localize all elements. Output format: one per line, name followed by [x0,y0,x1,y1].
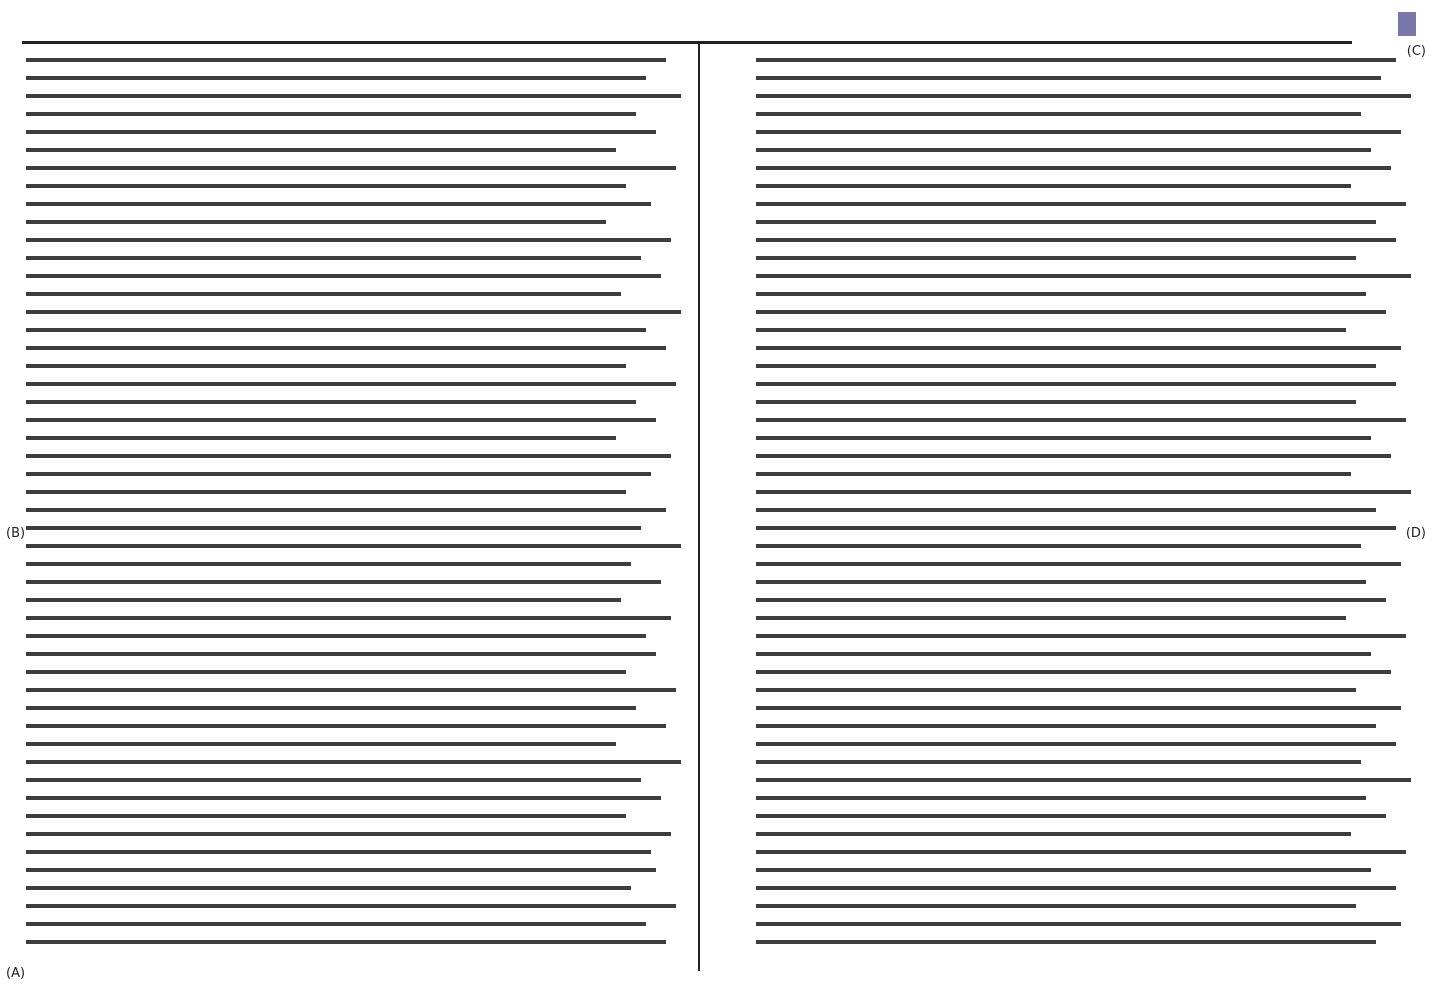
text-line [26,652,656,656]
text-line [756,58,1396,62]
text-line [26,778,641,782]
text-line [756,706,1401,710]
text-line [26,850,651,854]
text-line [756,778,1411,782]
text-line [756,886,1396,890]
text-line [756,742,1396,746]
margin-mark-d: (D) [1405,526,1426,541]
text-line [756,256,1356,260]
text-line [756,814,1386,818]
text-line [756,382,1396,386]
text-line [756,544,1361,548]
text-line [26,310,681,314]
text-line [26,814,626,818]
text-line [26,94,681,98]
text-line [756,400,1356,404]
text-line [26,166,676,170]
text-line [756,634,1406,638]
text-line [756,112,1361,116]
text-line [26,220,606,224]
text-line [756,652,1371,656]
text-line [756,868,1371,872]
text-line [26,724,666,728]
text-line [26,400,636,404]
text-line [756,760,1361,764]
text-line [756,94,1411,98]
text-line [756,418,1406,422]
text-line [756,76,1381,80]
text-line [756,238,1396,242]
text-line [26,742,616,746]
text-line [26,598,621,602]
text-line [756,832,1351,836]
text-line [26,904,676,908]
text-line [756,130,1401,134]
text-line [26,292,621,296]
text-line [26,634,646,638]
left-column [8,6,688,986]
text-line [26,922,646,926]
text-line [26,202,651,206]
vertical-note [1414,8,1432,988]
text-line [756,724,1376,728]
text-line [756,220,1376,224]
text-line [26,274,661,278]
text-line [26,472,651,476]
text-line [26,418,656,422]
text-line [756,310,1386,314]
text-line [26,832,671,836]
text-line [756,508,1376,512]
text-line [756,292,1366,296]
text-line [26,436,616,440]
text-line [26,868,656,872]
left-text-lines [26,58,670,968]
margin-mark-a: (A) [6,966,26,981]
text-line [26,670,626,674]
text-line [26,130,656,134]
text-line [26,490,626,494]
text-line [756,166,1391,170]
text-line [756,598,1386,602]
text-line [756,562,1401,566]
right-column [738,6,1426,986]
text-line [756,490,1411,494]
text-line [756,202,1406,206]
text-line [26,238,671,242]
text-line [756,274,1411,278]
text-line [26,562,631,566]
text-line [26,382,676,386]
text-line [756,922,1401,926]
text-line [26,256,641,260]
text-line [756,940,1376,944]
text-line [26,58,666,62]
text-line [26,346,666,350]
text-line [756,454,1391,458]
text-line [26,112,636,116]
document-page [6,6,1426,986]
text-line [756,436,1371,440]
margin-mark-c: (C) [1406,44,1426,59]
text-line [756,148,1371,152]
text-line [26,508,666,512]
text-line [26,184,626,188]
column-divider [698,41,700,971]
text-line [26,454,671,458]
text-line [26,76,646,80]
text-line [26,526,641,530]
text-line [756,850,1406,854]
text-line [756,328,1346,332]
dfg-stamp [1398,12,1416,36]
text-line [756,346,1401,350]
text-line [26,580,661,584]
text-line [756,616,1346,620]
right-text-lines [756,58,1400,968]
text-line [26,796,661,800]
text-line [26,886,631,890]
text-line [26,616,671,620]
text-line [756,526,1396,530]
text-line [26,328,646,332]
text-line [26,148,616,152]
text-line [756,904,1356,908]
text-line [26,760,681,764]
margin-mark-b: (B) [6,526,26,541]
text-line [756,796,1366,800]
text-line [756,472,1351,476]
text-line [756,364,1376,368]
text-line [26,706,636,710]
text-line [756,580,1366,584]
text-line [26,688,676,692]
text-line [26,544,681,548]
text-line [756,670,1391,674]
text-line [756,688,1356,692]
text-line [756,184,1351,188]
text-line [26,940,666,944]
text-line [26,364,626,368]
